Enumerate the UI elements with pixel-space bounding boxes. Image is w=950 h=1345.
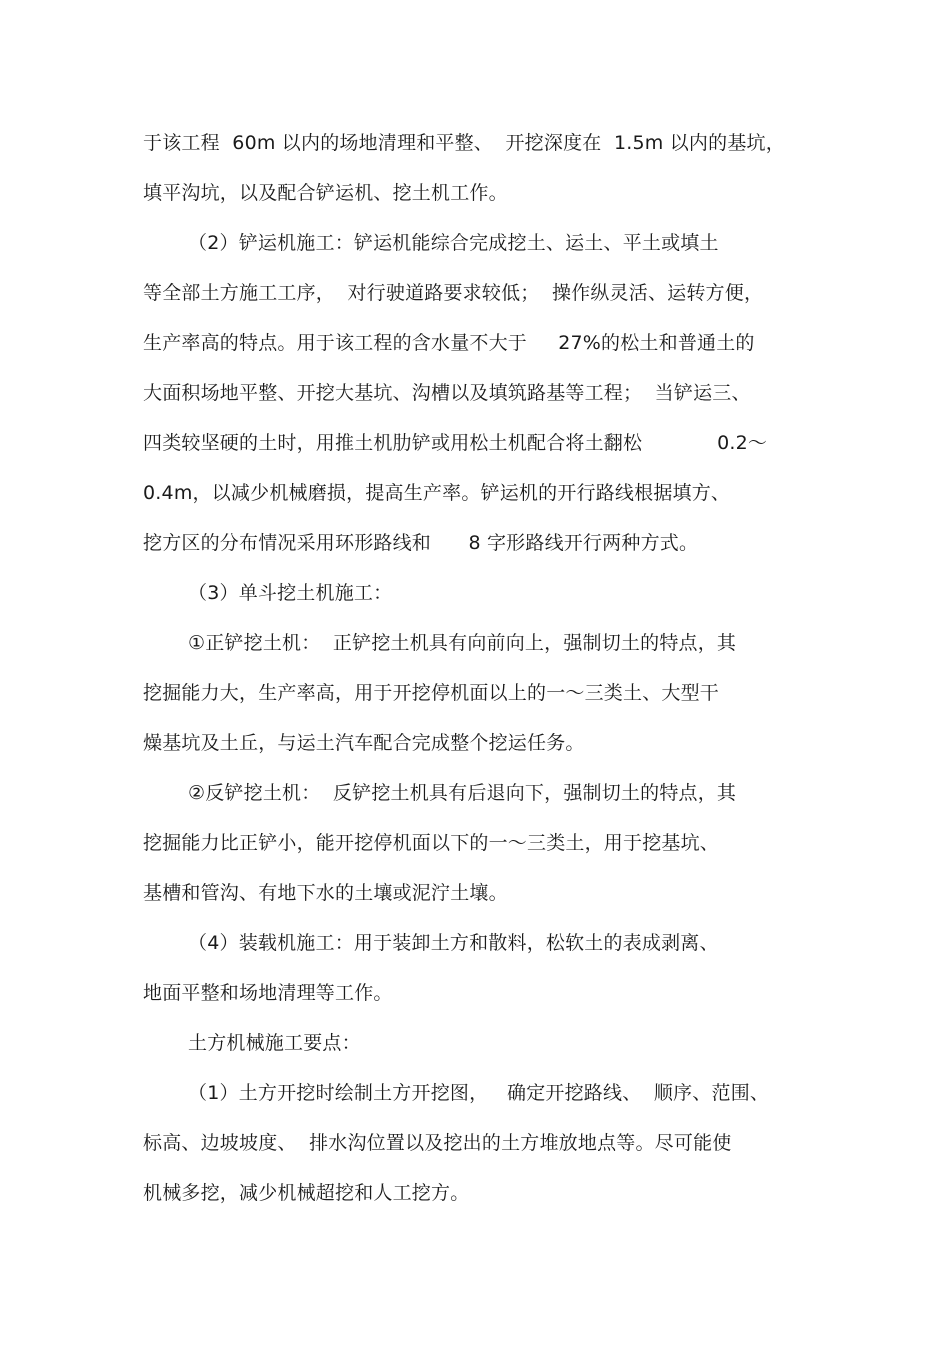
text-line-19: 土方机械施工要点： — [188, 1032, 361, 1054]
text-line-4: 等全部土方施工工序， 对行驶道路要求较低； 操作纵灵活、运转方便， — [143, 282, 764, 304]
text-line-20: （1）土方开挖时绘制土方开挖图， 确定开挖路线、 顺序、范围、 — [188, 1082, 770, 1104]
text-line-9: 挖方区的分布情况采用环形路线和 8 字形路线开行两种方式。 — [143, 532, 699, 554]
text-line-18: 地面平整和场地清理等工作。 — [143, 982, 393, 1004]
text-line-11: ①正铲挖土机： 正铲挖土机具有向前向上，强制切土的特点，其 — [188, 632, 737, 654]
text-line-15: 挖掘能力比正铲小，能开挖停机面以下的一～三类土，用于挖基坑、 — [143, 832, 720, 854]
text-line-2: 填平沟坑，以及配合铲运机、挖土机工作。 — [143, 182, 508, 204]
text-line-5: 生产率高的特点。用于该工程的含水量不大于 27%的松土和普通土的 — [143, 332, 755, 354]
text-line-8: 0.4m，以减少机械磨损，提高生产率。铲运机的开行路线根据填方、 — [143, 482, 731, 504]
text-line-6: 大面积场地平整、开挖大基坑、沟槽以及填筑路基等工程； 当铲运三、 — [143, 382, 751, 404]
text-line-13: 燥基坑及土丘，与运土汽车配合完成整个挖运任务。 — [143, 732, 585, 754]
text-line-22: 机械多挖，减少机械超挖和人工挖方。 — [143, 1182, 470, 1204]
text-line-1: 于该工程 60m 以内的场地清理和平整、 开挖深度在 1.5m 以内的基坑， — [143, 132, 785, 154]
text-line-12: 挖掘能力大，生产率高，用于开挖停机面以上的一～三类土、大型干 — [143, 682, 720, 704]
text-line-21: 标高、边坡坡度、 排水沟位置以及挖出的土方堆放地点等。尽可能使 — [143, 1132, 732, 1154]
text-line-14: ②反铲挖土机： 反铲挖土机具有后退向下，强制切土的特点，其 — [188, 782, 737, 804]
text-line-10: （3）单斗挖土机施工： — [188, 582, 393, 604]
text-line-3: （2）铲运机施工：铲运机能综合完成挖土、运土、平土或填土 — [188, 232, 719, 254]
text-line-7: 四类较坚硬的土时，用推土机肋铲或用松土机配合将土翻松 0.2～ — [143, 432, 768, 454]
text-line-17: （4）装载机施工：用于装卸土方和散料，松软土的表成剥离、 — [188, 932, 719, 954]
text-line-16: 基槽和管沟、有地下水的土壤或泥泞土壤。 — [143, 882, 508, 904]
